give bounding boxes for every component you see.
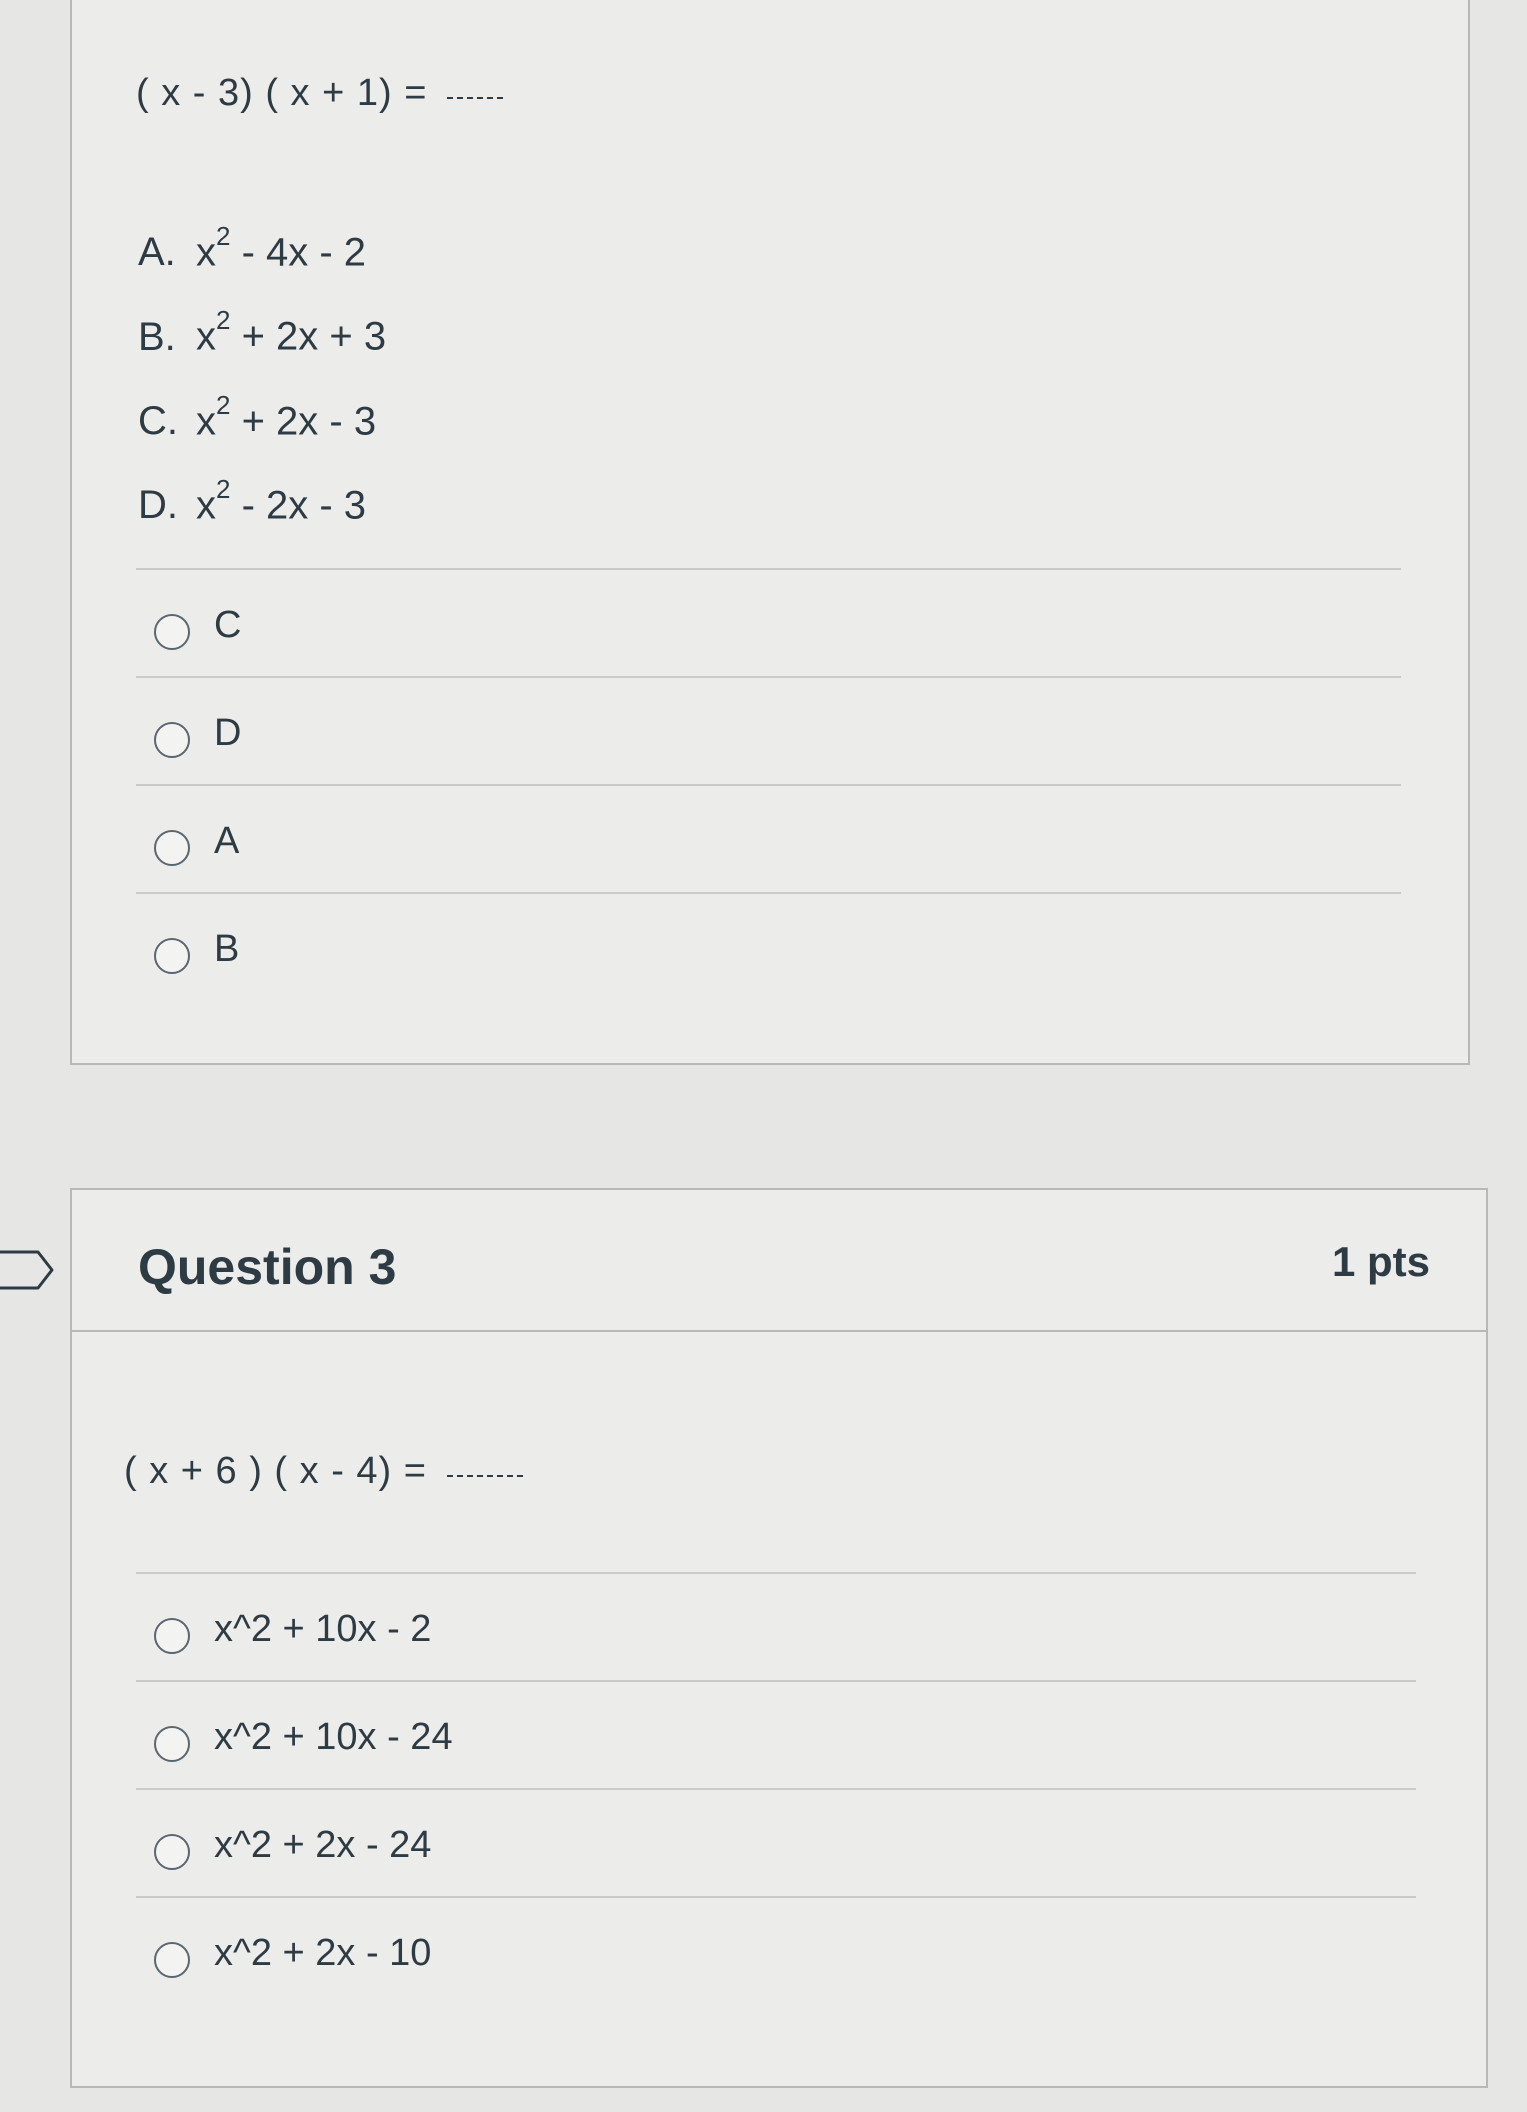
question-3-answers [136, 1572, 1416, 2004]
choice-exponent: 2 [216, 221, 231, 251]
flag-question-icon[interactable] [0, 1248, 58, 1292]
choice-rest: + 2x + 3 [230, 314, 387, 359]
answer-option[interactable] [136, 1680, 1416, 1788]
radio-button-icon[interactable] [154, 1834, 190, 1870]
radio-button-icon[interactable] [154, 614, 190, 650]
answer-label[interactable]: x^2 + 10x - 24 [214, 1716, 453, 1758]
question-3-prompt [124, 1450, 523, 1493]
choice-d [138, 458, 386, 542]
radio-button-icon[interactable] [154, 830, 190, 866]
question-2-prompt [136, 72, 503, 115]
answer-label[interactable]: x^2 + 10x - 2 [214, 1608, 432, 1650]
choice-exponent: 2 [216, 305, 231, 336]
answer-option[interactable] [136, 784, 1401, 892]
choice-letter: A. [138, 230, 176, 275]
answer-blank [447, 1475, 523, 1477]
choice-a [138, 205, 386, 289]
radio-button-icon[interactable] [154, 722, 190, 758]
question-points: 1 pts [1331, 1238, 1430, 1285]
answer-label[interactable]: x^2 + 2x - 10 [214, 1932, 432, 1974]
choice-letter: C. [138, 398, 178, 443]
choice-rest: - 2x - 3 [230, 483, 367, 528]
choice-rest: - 4x - 2 [230, 230, 367, 275]
choice-rest: + 2x - 3 [230, 398, 377, 443]
choice-base: x [196, 314, 216, 359]
choice-c [138, 374, 386, 458]
answer-option[interactable] [136, 568, 1401, 676]
choice-base: x [196, 483, 216, 528]
radio-button-icon[interactable] [154, 1618, 190, 1654]
question-3-prompt-text: ( x + 6 ) ( x - 4) = [124, 1450, 439, 1492]
question-2-choices [138, 205, 386, 542]
question-title: Question 3 [138, 1239, 397, 1295]
radio-button-icon[interactable] [154, 1726, 190, 1762]
choice-exponent: 2 [216, 473, 231, 504]
radio-button-icon[interactable] [154, 938, 190, 974]
answer-option[interactable] [136, 676, 1401, 784]
question-2-answers [136, 568, 1401, 1000]
answer-option[interactable] [136, 1572, 1416, 1680]
answer-label[interactable]: B [214, 928, 240, 970]
radio-button-icon[interactable] [154, 1942, 190, 1978]
answer-label[interactable]: x^2 + 2x - 24 [214, 1824, 432, 1866]
answer-option[interactable] [136, 1896, 1416, 2004]
choice-base: x [196, 398, 216, 443]
choice-letter: D. [138, 483, 178, 528]
choice-base: x [196, 230, 216, 275]
choice-letter: B. [138, 314, 176, 359]
choice-b [138, 289, 386, 373]
answer-option[interactable] [136, 892, 1401, 1000]
question-3-header [72, 1190, 1486, 1332]
question-2-prompt-text: ( x - 3) ( x + 1) = [136, 72, 439, 114]
choice-exponent: 2 [216, 389, 231, 420]
answer-label[interactable]: A [214, 820, 240, 862]
answer-option[interactable] [136, 1788, 1416, 1896]
answer-blank [447, 97, 503, 99]
answer-label[interactable]: C [214, 604, 242, 646]
answer-label[interactable]: D [214, 712, 242, 754]
